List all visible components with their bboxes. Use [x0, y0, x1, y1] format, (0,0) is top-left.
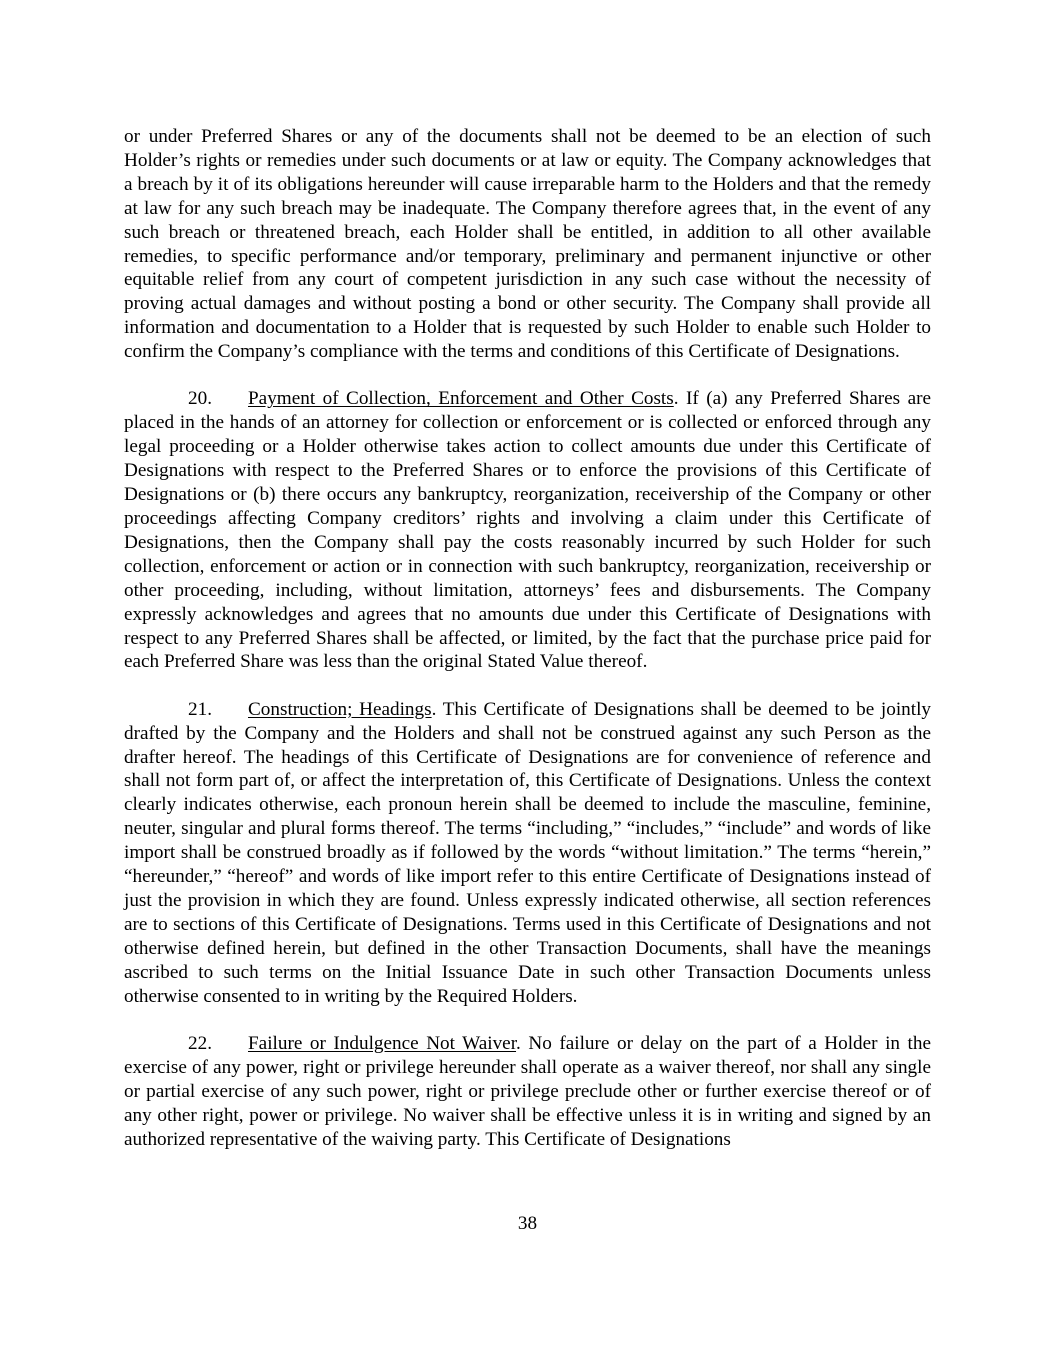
document-page [124, 125, 931, 1175]
page-number: 38 [517, 1213, 538, 1234]
section-number: 20. [188, 388, 212, 410]
section-heading: Payment of Collection, Enforcement and Other Costs [248, 388, 674, 410]
section-heading: Construction; Headings [248, 698, 432, 720]
section-body: . This Certificate of Designations shall be deemed to be jointly drafted by the Company and the Holders and shall not be construed against any such Person as the drafter hereof. The headings of this Certificate of Designations are for convenience of reference and shall not form part of, or affect the interpretation of, this Certificate of Designations. Unless the context clearly indicates otherwise, each pronoun herein shall be deemed to include the masculine, feminine, neuter, singular and plural forms thereof. The terms “including,” “includes,” “include” and words of like import shall be construed broadly as if followed by the words “without limitation.” The terms “herein,” “hereunder,” “hereof” and words of like import refer to this entire Certificate of Designations instead of just the provision in which they are found. Unless expressly indicated otherwise, all section references are to sections of this Certificate of Designations. Terms used in this Certificate of Designations and not otherwise defined herein, but defined in the other Transaction Documents, shall have the meanings ascribed to such terms on the Initial Issuance Date in such other Transaction Documents unless otherwise consented to in writing by the Required Holders. [124, 698, 931, 1007]
section-22 [124, 1032, 931, 1152]
section-21 [124, 698, 931, 1009]
section-number: 21. [188, 698, 212, 720]
section-body: . If (a) any Preferred Shares are placed in the hands of an attorney for collection or enforcement or is collected or enforced through any legal proceeding or a Holder otherwise takes action to collect amounts due under this Certificate of Designations with respect to the Preferred Shares or to enforce the provisions of this Certificate of Designations or (b) there occurs any bankruptcy, reorganization, receivership of the Company or other proceedings affecting Company creditors’ rights and involving a claim under this Certificate of Designations, then the Company shall pay the costs reasonably incurred by such Holder for such collection, enforcement or action or in connection with such bankruptcy, reorganization, receivership or other proceeding, including, without limitation, attorneys’ fees and disbursements. The Company expressly acknowledges and agrees that no amounts due under this Certificate of Designations with respect to any Preferred Shares shall be affected, or limited, by the fact that the purchase price paid for each Preferred Share was less than the original Stated Value thereof. [124, 388, 931, 673]
section-number: 22. [188, 1032, 212, 1054]
continuation-paragraph: or under Preferred Shares or any of the documents shall not be deemed to be an election of such Holder’s rights or remedies under such documents or at law or equity. The Company acknowledges that a breach by it of its obligations hereunder will cause irreparable harm to the Holders and that the remedy at law for any such breach may be inadequate. The Company therefore agrees that, in the event of any such breach or threatened breach, each Holder shall be entitled, in addition to all other available remedies, to specific performance and/or temporary, preliminary and permanent injunctive or other equitable relief from any court of competent jurisdiction in any such case without the necessity of proving actual damages and without posting a bond or other security. The Company shall provide all information and documentation to a Holder that is requested by such Holder to enable such Holder to confirm the Company’s compliance with the terms and conditions of this Certificate of Designations. [124, 126, 931, 363]
section-body: . No failure or delay on the part of a Holder in the exercise of any power, right or privilege hereunder shall operate as a waiver thereof, nor shall any single or partial exercise of any such power, right or privilege preclude other or further exercise thereof or of any other right, power or privilege. No waiver shall be effective unless it is in writing and signed by an authorized representative of the waiving party. This Certificate of Designations [124, 1032, 931, 1150]
section-heading: Failure or Indulgence Not Waiver [248, 1032, 517, 1054]
section-20 [124, 387, 931, 674]
